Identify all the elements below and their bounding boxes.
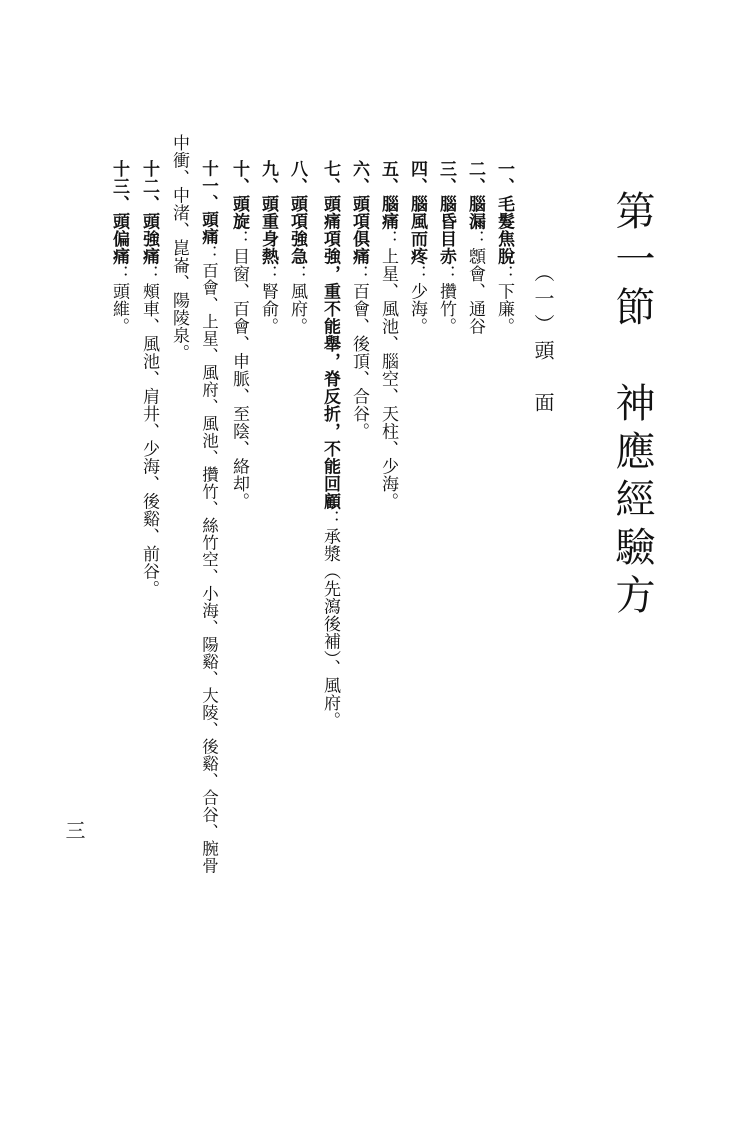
entry-points: ：風府。 <box>287 265 307 335</box>
entry-7 <box>321 160 338 729</box>
entry-points: ：目窗、百會、申脈、至陰、絡却。 <box>229 230 249 510</box>
entry-1 <box>495 160 512 335</box>
entry-3 <box>437 160 454 335</box>
entry-heading: 十一、頭痛 <box>199 160 219 245</box>
entry-points: ：上星、風池、腦空、天柱、少海。 <box>378 230 398 510</box>
entry-4 <box>408 160 425 335</box>
entry-5 <box>379 160 396 510</box>
entry-points: ：攢竹。 <box>436 265 456 335</box>
entry-points: ：頭維。 <box>109 265 129 335</box>
entry-points: ：腎俞。 <box>258 265 278 335</box>
entry-10 <box>230 160 247 510</box>
entry-points: ：顖會、通谷 <box>465 230 485 335</box>
entry-11-continued <box>170 134 187 362</box>
entry-heading: 六、頭項俱痛 <box>349 160 369 265</box>
entry-heading: 九、頭重身熱 <box>258 160 278 265</box>
section-title: 第一節 神應經驗方 <box>609 190 655 622</box>
entry-9 <box>259 160 276 335</box>
entry-heading: 七、頭痛項強，重不能舉，脊反折，不能回顧 <box>320 160 340 510</box>
entry-points: ：百會、後頂、合谷。 <box>349 265 369 440</box>
entry-points: ：下廉。 <box>494 265 514 335</box>
entry-heading: 二、腦漏 <box>465 160 485 230</box>
entry-points: ：承漿（先瀉後補）、風府。 <box>320 510 340 729</box>
entry-13 <box>110 160 127 335</box>
entry-heading: 一、毛髮焦脫 <box>494 160 514 265</box>
entry-heading: 十三、頭偏痛 <box>109 160 129 265</box>
entry-heading: 五、腦痛 <box>378 160 398 230</box>
entry-points: 中衝、中渚、崑崙、陽陵泉。 <box>169 134 189 362</box>
entry-heading: 三、腦昏目赤 <box>436 160 456 265</box>
entry-heading: 十二、頭強痛 <box>139 160 159 265</box>
entry-heading: 八、頭項強急 <box>287 160 307 265</box>
entry-points: ：百會、上星、風府、風池、攢竹、絲竹空、小海、陽谿、大陵、後谿、合谷、腕骨 <box>199 245 219 874</box>
entry-points: ：頰車、風池、肩井、少海、後谿、前谷。 <box>139 265 159 598</box>
entry-12 <box>140 160 157 598</box>
entry-heading: 四、腦風而疼 <box>407 160 427 265</box>
entry-6 <box>350 160 367 440</box>
entry-11 <box>200 160 217 874</box>
entry-points: ：少海。 <box>407 265 427 335</box>
entry-2 <box>466 160 483 335</box>
subsection-heading: （一）頭 面 <box>531 262 555 418</box>
entry-8 <box>288 160 305 335</box>
page-number: 三 <box>62 820 86 840</box>
entry-heading: 十、頭旋 <box>229 160 249 230</box>
